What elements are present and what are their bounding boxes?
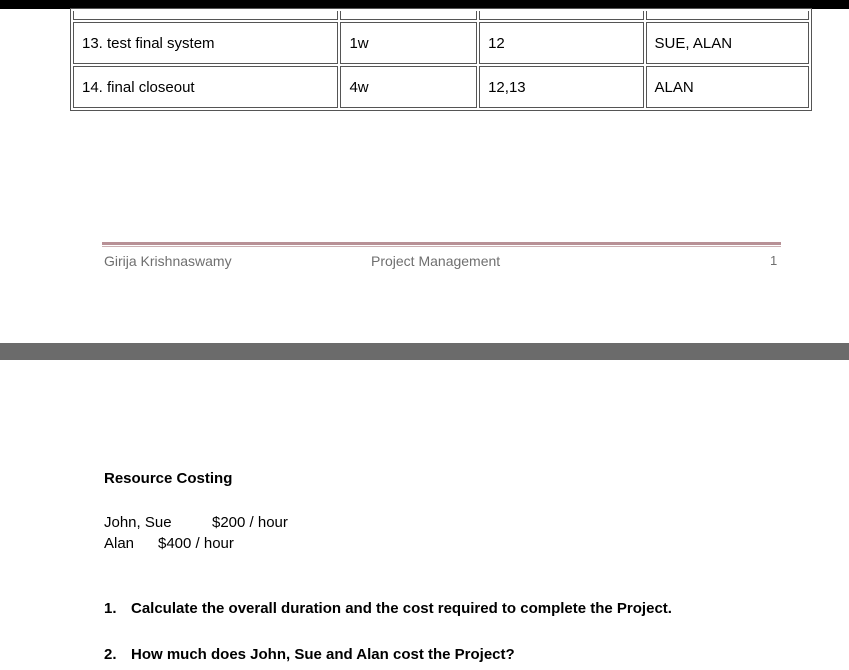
page-separator xyxy=(0,343,849,360)
question-number: 1. xyxy=(104,600,117,617)
rate-value: $200 / hour xyxy=(212,514,288,531)
resources-cell: ALAN xyxy=(646,66,810,108)
footer-divider xyxy=(102,242,781,245)
predecessors-cell: 12,13 xyxy=(479,66,643,108)
footer-divider-thin xyxy=(102,246,781,247)
section-heading: Resource Costing xyxy=(104,470,233,487)
resources-cell: SUE, ALAN xyxy=(646,22,810,64)
table-row-partial xyxy=(73,11,809,20)
task-cell: 14. final closeout xyxy=(73,66,338,108)
duration-cell: 1w xyxy=(340,22,477,64)
task-cell: 13. test final system xyxy=(73,22,338,64)
rate-names: John, Sue xyxy=(104,514,172,531)
task-table xyxy=(70,8,812,111)
duration-cell: 4w xyxy=(340,66,477,108)
question-text: How much does John, Sue and Alan cost the Project? xyxy=(131,646,515,663)
rate-names: Alan xyxy=(104,535,135,552)
footer-author: Girija Krishnaswamy xyxy=(104,253,232,269)
question-text: Calculate the overall duration and the cost required to complete the Project. xyxy=(131,600,672,617)
predecessors-cell: 12 xyxy=(479,22,643,64)
footer-title: Project Management xyxy=(371,253,501,269)
table-row xyxy=(73,22,809,64)
question-item xyxy=(104,600,672,617)
rate-value: $400 / hour xyxy=(158,535,234,552)
question-item xyxy=(104,646,515,663)
question-number: 2. xyxy=(104,646,117,663)
footer-page-number: 1 xyxy=(770,253,778,268)
table-row xyxy=(73,66,809,108)
